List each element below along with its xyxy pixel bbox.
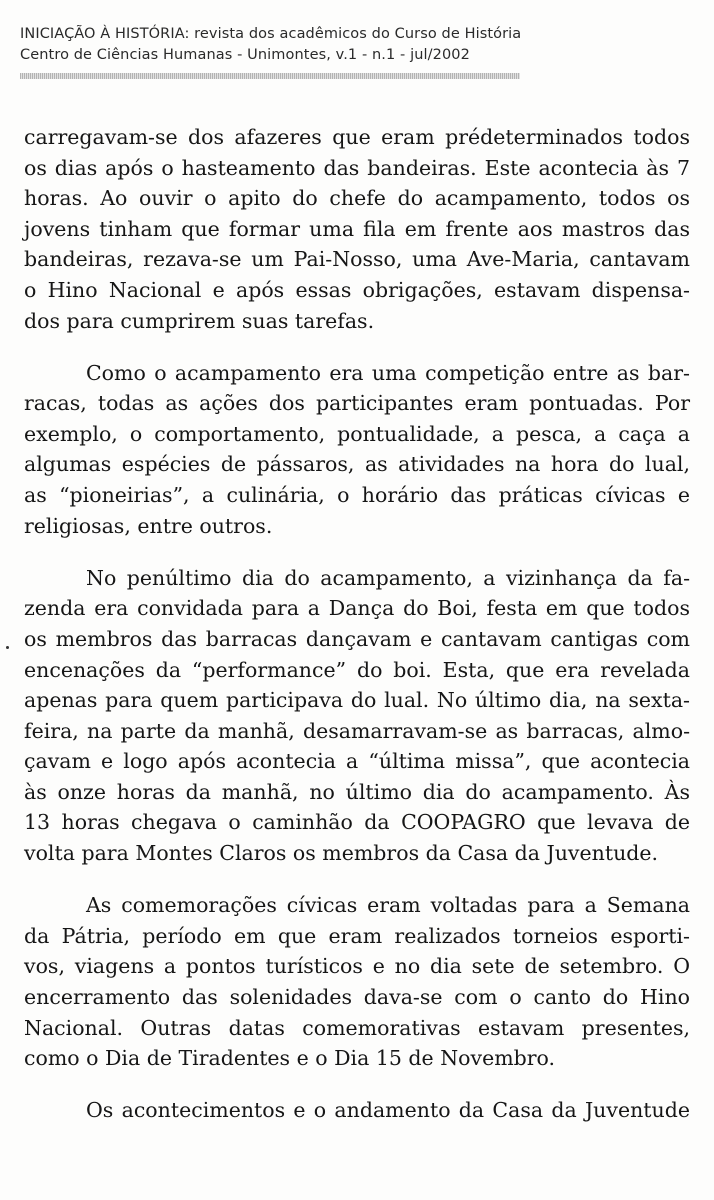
text-line: 13 horas chegava o caminhão da COOPAGRO que levava de bbox=[24, 810, 690, 835]
text-line: religiosas, entre outros. bbox=[24, 513, 273, 538]
text-line: apenas para quem participava do lual. No último dia, na sexta- bbox=[24, 688, 690, 713]
paragraph bbox=[24, 122, 690, 336]
text-line: As comemorações cívicas eram voltadas para a Semana bbox=[86, 893, 690, 918]
text-line: encenações da “performance” do boi. Esta, que era revelada bbox=[24, 657, 690, 682]
scan-speck bbox=[6, 646, 9, 649]
text-line: as “pioneirias”, a culinária, o horário das práticas cívicas e bbox=[24, 483, 690, 508]
paragraph bbox=[24, 563, 690, 869]
header-rule bbox=[20, 73, 520, 79]
text-line: çavam e logo após acontecia a “última missa”, que acontecia bbox=[24, 749, 690, 774]
text-line: os dias após o hasteamento das bandeiras. Este acontecia às 7 bbox=[24, 155, 690, 180]
text-line: horas. Ao ouvir o apito do chefe do acampamento, todos os bbox=[24, 186, 690, 211]
text-line: volta para Montes Claros os membros da Casa da Juventude. bbox=[24, 841, 659, 866]
text-line: dos para cumprirem suas tarefas. bbox=[24, 308, 375, 333]
running-header bbox=[20, 24, 620, 66]
text-line: bandeiras, rezava-se um Pai-Nosso, uma Ave-Maria, cantavam bbox=[24, 247, 690, 272]
text-line: os membros das barracas dançavam e cantavam cantigas com bbox=[24, 626, 690, 651]
text-line: o Hino Nacional e após essas obrigações, estavam dispensa- bbox=[24, 277, 690, 302]
text-line: carregavam-se dos afazeres que eram prédeterminados todos bbox=[24, 125, 690, 149]
text-line: Nacional. Outras datas comemorativas estavam presentes, bbox=[24, 1015, 690, 1040]
text-line: como o Dia de Tiradentes e o Dia 15 de Novembro. bbox=[24, 1046, 556, 1071]
text-line: algumas espécies de pássaros, as atividades na hora do lual, bbox=[24, 452, 690, 477]
text-line: No penúltimo dia do acampamento, a vizinhança da fa- bbox=[86, 565, 690, 590]
text-line: às onze horas da manhã, no último dia do acampamento. Às bbox=[24, 779, 690, 804]
text-line: da Pátria, período em que eram realizados torneios esporti- bbox=[24, 923, 690, 948]
text-line: racas, todas as ações dos participantes eram pontuadas. Por bbox=[24, 391, 690, 416]
journal-title: INICIAÇÃO À HISTÓRIA: revista dos acadêmicos do Curso de História bbox=[20, 26, 522, 42]
text-line: Os acontecimentos e o andamento da Casa da Juventude bbox=[86, 1098, 690, 1123]
text-line: vos, viagens a pontos turísticos e no dia sete de setembro. O bbox=[24, 954, 690, 979]
paragraph bbox=[24, 890, 690, 1074]
paragraph bbox=[24, 1095, 690, 1126]
text-line: feira, na parte da manhã, desamarravam-se as barracas, almo- bbox=[24, 718, 690, 743]
text-line: Como o acampamento era uma competição entre as bar- bbox=[86, 360, 690, 385]
paragraph bbox=[24, 358, 690, 542]
text-line: jovens tinham que formar uma fila em frente aos mastros das bbox=[24, 216, 690, 241]
text-line: encerramento das solenidades dava-se com o canto do Hino bbox=[24, 984, 690, 1009]
journal-issue-info: Centro de Ciências Humanas - Unimontes, v.1 - n.1 - jul/2002 bbox=[20, 47, 470, 63]
text-line: zenda era convidada para a Dança do Boi, festa em que todos bbox=[24, 596, 690, 621]
body-text bbox=[24, 122, 690, 1126]
text-line: exemplo, o comportamento, pontualidade, a pesca, a caça a bbox=[24, 421, 690, 446]
